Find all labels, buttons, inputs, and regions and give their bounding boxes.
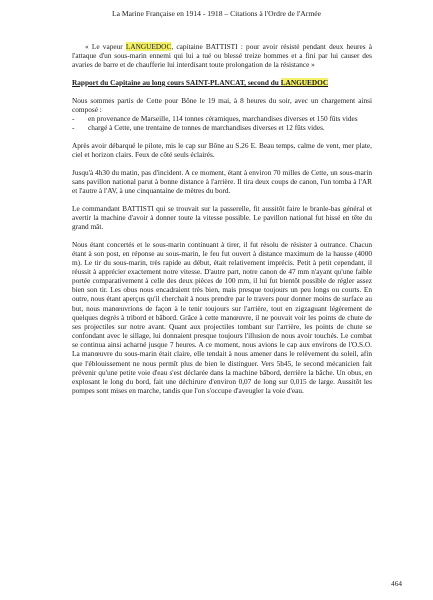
- list-dash: -: [72, 113, 75, 123]
- cargo-item-text: chargé à Cette, une trentaine de tonnes de marchandises diverses et 12 fûts vides.: [88, 123, 325, 133]
- cargo-list: [72, 114, 372, 132]
- citation-text-end: , capitaine BATTISTI : pour avoir résisté pendant deux heures à l'attaque d'un sous-marin ennemi qui lui a tué ou blessé treize hommes et a fini par lui causer des avaries de barre et de chaufferie lui interdisant toute prolongation de la résistance »: [72, 42, 373, 70]
- cargo-item: [72, 123, 372, 132]
- body-paragraph: Nous étant concertés et le sous-marin continuant à tirer, il fut résolu de résister à outrance. Chacun étant à son post, en réponse au sous-marin, le feu fut ouvert à distance maximum de la hausse (4000 m). Le tir du sous-marin, très rapide au début, était relativement imprécis. Petit à petit cependant, il réussit à apprécier exactement notre vitesse. D'autre part, notre canon de 47 mm n'ayant qu'une faible portée comparativement à celle des deux pièces de 100 mm, il lui fut bientôt possible de régler assez bien son tir. Les obus nous encadraient très bien, mais presque toujours un peu longs ou courts. En outre, nous étant aperçus qu'il cherchait à nous prendre par le travers pour donner moins de surface au but, nous manœuvrions de façon à le tenir toujours sur l'arrière, tout en zigzaguant légèrement de quelques degrés à tribord et bâbord. Grâce à cette manœuvre, il ne pouvait voir les points de chute de ses projectiles sur notre avant. Quant aux projectiles tombant sur l'arrière, les points de chute se confondant avec le sillage, lui donnaient presque toujours l'illusion de nous avoir touchés. Le combat se continua ainsi acharné jusque 7 heures. A ce moment, nous avions le cap aux environs de l'O.S.O. La manœuvre du sous-marin était claire, elle tendait à nous amener dans le relèvement du soleil, afin que l'éblouissement ne nous permît plus de bien le distinguer. Vers 5h45, le second mécanicien fait prévenir qu'une petite voie d'eau s'est déclarée dans la machine bâbord, derrière la bâche. Un obus, en explosant le long du bord, fait une déchirure d'environ 0,07 de long sur 0,015 de large. Aussitôt les pompes sont mises en marche, tandis que l'on s'occupe d'aveugler la voie d'eau.: [72, 239, 372, 395]
- running-header: La Marine Française en 1914 - 1918 – Citations à l'Ordre de l'Armée: [112, 9, 321, 18]
- cargo-item: [72, 114, 372, 123]
- report-title-main: Rapport du Capitaine au long cours SAINT-PLANCAT, second du: [72, 77, 281, 87]
- list-dash: -: [72, 123, 75, 133]
- page-body: [72, 42, 372, 404]
- ship-name-highlight: LANGUEDOC: [125, 42, 172, 51]
- cargo-item-text: en provenance de Marseille, 114 tonnes céramiques, marchandises diverses et 150 fûts vides: [88, 113, 358, 123]
- body-paragraph: Après avoir débarqué le pilote, mis le cap sur Bône au S.26 E. Beau temps, calme de vent, mer plate, ciel et horizon clairs. Feux de côté seuls éclairés.: [72, 140, 372, 159]
- intro-paragraph: Nous sommes partis de Cette pour Bône le 19 mai, à 8 heures du soir, avec un chargement ainsi composé :: [72, 95, 372, 114]
- body-paragraph: Le commandant BATTISTI qui se trouvait sur la passerelle, fit aussitôt faire le branle-bas général et avertir la machine d'avoir à donner toute la vitesse possible. Le pavillon national fut hissé en tête du grand mât.: [72, 203, 372, 231]
- report-title: [72, 78, 372, 87]
- citation-paragraph: [72, 42, 372, 69]
- page-number: 464: [391, 579, 402, 588]
- report-title-ship-highlight: LANGUEDOC: [280, 77, 329, 87]
- citation-text-start: « Le vapeur: [85, 42, 126, 51]
- body-paragraph: Jusqu'à 4h30 du matin, pas d'incident. A ce moment, étant à environ 70 milles de Cette, un sous-marin sans pavillon national parut à bonne distance à l'arrière. Il tira deux coups de canon, l'un tomba à l'AR et l'autre à l'AV, à une cinquantaine de mètres du bord.: [72, 167, 372, 195]
